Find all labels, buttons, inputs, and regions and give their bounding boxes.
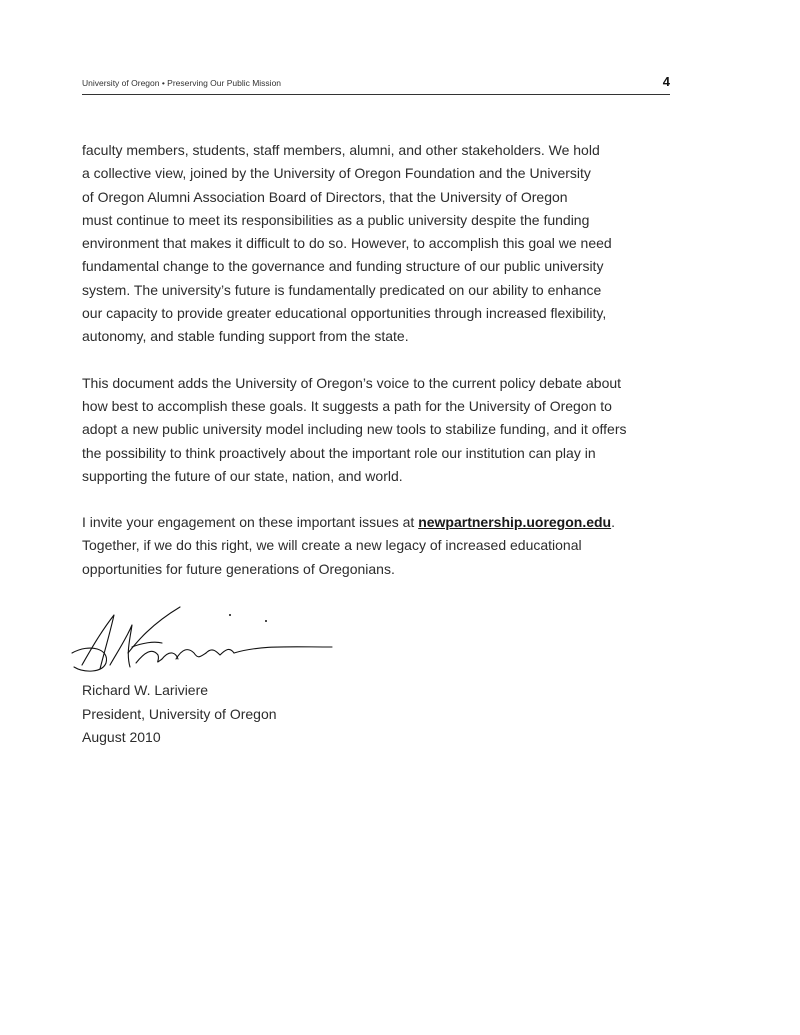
page-header	[82, 74, 670, 95]
signer-name: Richard W. Lariviere	[82, 682, 209, 698]
letter-date: August 2010	[82, 729, 161, 745]
paragraph-3	[82, 511, 674, 581]
handwritten-signature	[70, 603, 340, 678]
text-line: of Oregon Alumni Association Board of Directors, that the University of Oregon	[82, 188, 568, 205]
text-line: our capacity to provide greater educational opportunities through increased flexibility,	[82, 305, 607, 322]
page-number: 4	[662, 74, 670, 89]
period: .	[611, 514, 615, 531]
text-line: Together, if we do this right, we will create a new legacy of increased educational	[82, 537, 582, 554]
text-line: adopt a new public university model including new tools to stabilize funding, and it offers	[82, 421, 627, 438]
paragraph-2	[82, 372, 674, 488]
text-line: environment that makes it difficult to do so. However, to accomplish this goal we need	[82, 235, 612, 252]
website-link[interactable]: newpartnership.uoregon.edu	[418, 514, 612, 531]
text-line: how best to accomplish these goals. It suggests a path for the University of Oregon to	[82, 397, 612, 414]
signer-title: President, University of Oregon	[82, 705, 277, 722]
invite-text: I invite your engagement on these important issues at	[82, 514, 419, 531]
text-line: supporting the future of our state, nation, and world.	[82, 467, 403, 484]
text-line: system. The university’s future is fundamentally predicated on our ability to enhance	[82, 281, 602, 298]
text-line: a collective view, joined by the University of Oregon Foundation and the University	[82, 165, 591, 182]
header-title: University of Oregon • Preserving Our Public Mission	[82, 78, 282, 88]
text-line: autonomy, and stable funding support from the state.	[82, 328, 409, 345]
text-line: faculty members, students, staff members, alumni, and other stakeholders. We hold	[82, 142, 600, 158]
text-line: must continue to meet its responsibilities as a public university despite the funding	[82, 211, 590, 228]
paragraph-1	[82, 139, 674, 349]
signature-block	[82, 679, 277, 750]
text-line	[82, 511, 674, 534]
text-line: the possibility to think proactively about the important role our institution can play in	[82, 444, 596, 461]
text-line: fundamental change to the governance and funding structure of our public university	[82, 258, 604, 275]
letter-body	[82, 139, 674, 604]
text-line: This document adds the University of Oregon’s voice to the current policy debate about	[82, 374, 622, 391]
text-line: opportunities for future generations of Oregonians.	[82, 560, 395, 577]
